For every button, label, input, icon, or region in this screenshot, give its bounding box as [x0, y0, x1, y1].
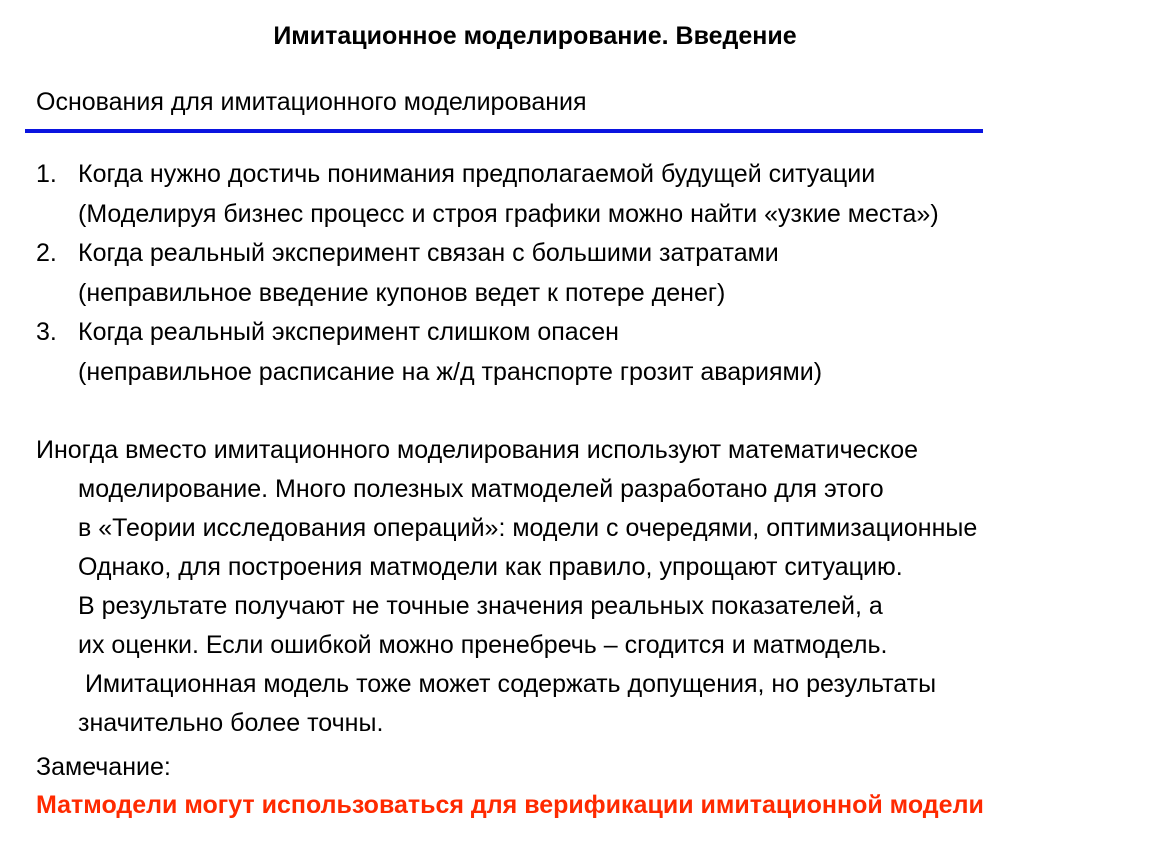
list-item-number: 3.: [36, 318, 57, 346]
list-item: [36, 313, 939, 392]
list-item: [36, 234, 939, 313]
note-text: Матмодели могут использоваться для верификации имитационной модели: [36, 791, 984, 819]
paragraph-line: Иногда вместо имитационного моделирования используют математическое: [36, 436, 919, 464]
list-item-explanation: (неправильное расписание на ж/д транспорте грозит авариями): [78, 357, 823, 386]
list-item-text: Когда нужно достичь понимания предполагаемой будущей ситуации: [78, 160, 876, 188]
paragraph-line: В результате получают не точные значения реальных показателей, а: [78, 592, 883, 620]
paragraph-line: значительно более точны.: [78, 709, 384, 737]
list-item-number: 2.: [36, 239, 57, 267]
math-modeling-paragraph: [36, 431, 977, 743]
list-item-text: Когда реальный эксперимент связан с большими затратами: [78, 239, 779, 267]
paragraph-line: Имитационная модель тоже может содержать допущения, но результаты: [78, 670, 937, 698]
section-subtitle: Основания для имитационного моделирования: [36, 88, 587, 116]
list-item-explanation: (Моделируя бизнес процесс и строя графики можно найти «узкие места»): [78, 199, 939, 228]
note-label: Замечание:: [36, 753, 171, 781]
slide-title: Имитационное моделирование. Введение: [273, 22, 797, 50]
list-item-number: 1.: [36, 160, 57, 188]
list-item-explanation: (неправильное введение купонов ведет к потере денег): [78, 278, 726, 307]
reasons-list: [36, 155, 939, 392]
list-item: [36, 155, 939, 234]
paragraph-line: их оценки. Если ошибкой можно пренебречь – сгодится и матмодель.: [78, 631, 888, 659]
paragraph-line: Однако, для построения матмодели как правило, упрощают ситуацию.: [78, 553, 903, 581]
paragraph-line: в «Теории исследования операций»: модели с очередями, оптимизационные: [78, 514, 978, 542]
paragraph-line: моделирование. Много полезных матмоделей разработано для этого: [78, 475, 884, 503]
list-item-text: Когда реальный эксперимент слишком опасен: [78, 318, 619, 346]
subtitle-underline: [25, 129, 983, 133]
